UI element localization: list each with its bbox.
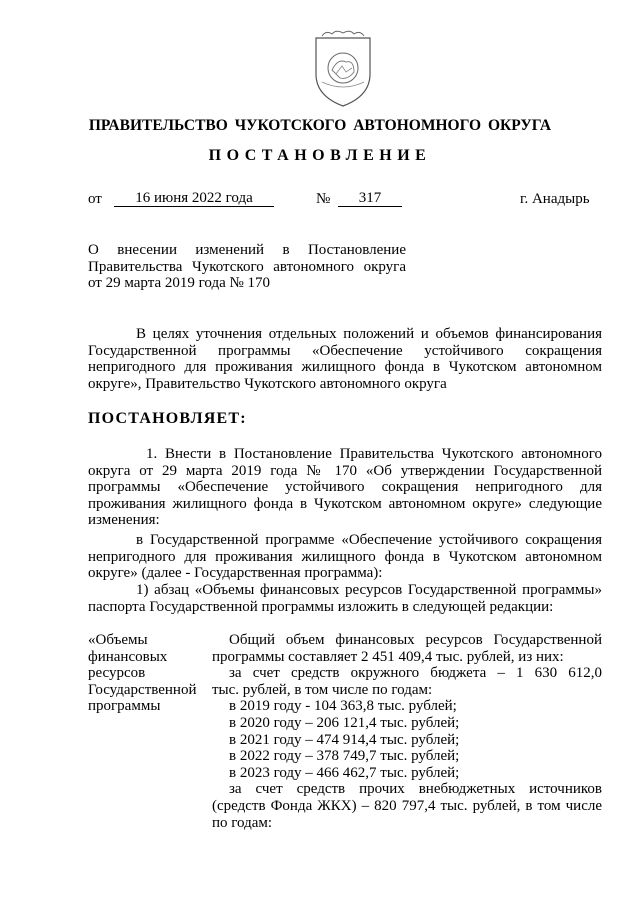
item1-line: 1. Внести в Постановление Правительства Чукотского автономного [146,446,602,462]
okrug-line: тыс. рублей, в том числе по годам: [212,681,433,698]
program-line: округе» (далее - Государственная программа): [88,565,383,582]
subject-line: О внесении изменений в Постановление [88,242,406,258]
year-line: в 2022 году – 378 749,7 тыс. рублей; [229,748,460,765]
preamble-paragraph [88,326,602,392]
total-line: программы составляет 2 451 409,4 тыс. рублей, из них: [212,648,564,665]
label-line: ресурсов [88,665,146,682]
subject-line: Правительства Чукотского автономного округа [88,258,406,275]
subitem1-paragraph [88,582,602,615]
preamble-line: округе», Правительство Чукотского автономного округа [88,375,447,392]
subject-line: от 29 марта 2019 года № 170 [88,275,271,292]
total-line: Общий объем финансовых ресурсов Государственной [229,632,602,648]
year-line: в 2020 году – 206 121,4 тыс. рублей; [229,714,460,731]
extra-line: по годам: [212,814,273,831]
passport-row-label [88,632,196,715]
item1-line: проживания жилищного фонда в Чукотском автономном округе» следующие [88,495,602,512]
document-type-title: ПОСТАНОВЛЕНИЕ [208,147,432,164]
item1-line: округа от 29 марта 2019 года № 170 «Об утверждении Государственной [88,462,602,479]
number-label: № [316,191,331,207]
okrug-line: за счет средств окружного бюджета – 1 630 612,0 [229,665,602,682]
decree-date: 16 июня 2022 года [114,191,274,207]
program-line: в Государственной программе «Обеспечение устойчивого сокращения [136,532,602,548]
preamble-line: непригодного для проживания жилищного фонда в Чукотском автономном [88,359,602,376]
year-line: в 2023 году – 466 462,7 тыс. рублей; [229,764,460,781]
label-line: Государственной [88,681,197,698]
preamble-line: В целях уточнения отдельных положений и объемов финансирования [136,326,602,342]
subject-block [88,242,406,292]
city-name: г. Анадырь [520,191,590,207]
program-paragraph [88,532,602,582]
label-line: программы [88,698,161,715]
decree-number: 317 [338,191,402,207]
subitem1-line: паспорта Государственной программы изложить в следующей редакции: [88,598,554,615]
passport-row-value [212,632,602,831]
from-label: от [88,191,102,207]
item1-paragraph [88,446,602,529]
program-line: непригодного для проживания жилищного фонда в Чукотском автономном [88,548,602,565]
label-line: «Объемы [88,632,148,648]
government-name: ПРАВИТЕЛЬСТВО ЧУКОТСКОГО АВТОНОМНОГО ОКРУГА [88,117,552,134]
item1-line: изменения: [88,512,160,529]
year-line: в 2021 году – 474 914,4 тыс. рублей; [229,731,460,748]
extra-line: за счет средств прочих внебюджетных источников [229,781,602,798]
decides-heading: ПОСТАНОВЛЯЕТ: [88,410,247,427]
label-line: финансовых [88,648,168,665]
subitem1-line: 1) абзац «Объемы финансовых ресурсов Государственной программы» [136,582,602,598]
extra-line: (средств Фонда ЖКХ) – 820 797,4 тыс. рублей, в том числе [212,797,602,814]
year-line: в 2019 году - 104 363,8 тыс. рублей; [229,698,457,715]
preamble-line: Государственной программы «Обеспечение устойчивого сокращения [88,342,602,359]
coat-of-arms-emblem [308,30,378,110]
item1-line: программы «Обеспечение устойчивого сокращения непригодного для [88,479,602,496]
